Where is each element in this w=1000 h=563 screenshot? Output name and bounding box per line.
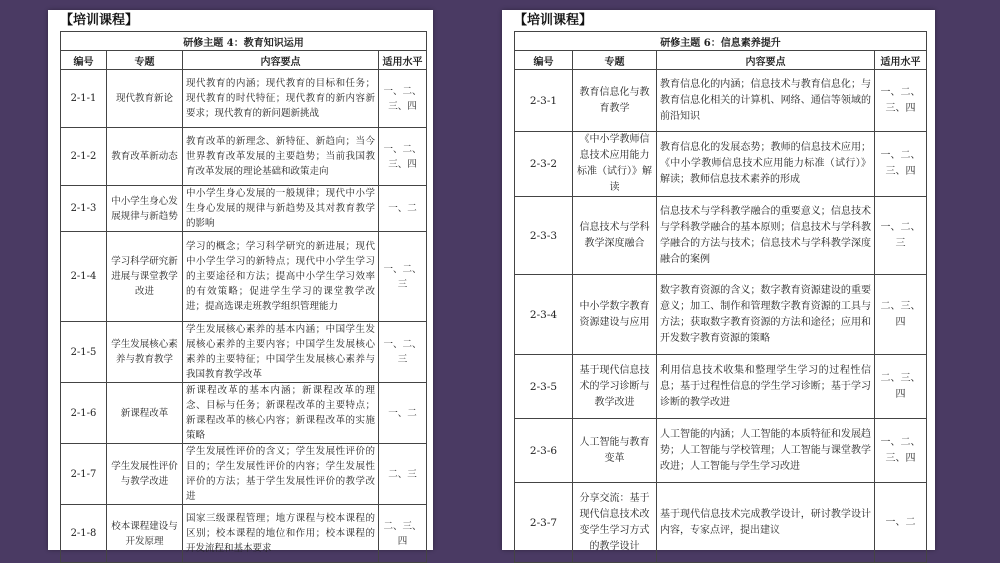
row-code: 2-3-5: [515, 355, 573, 419]
row-topic: 基于现代信息技术的学习诊断与教学改进: [573, 355, 657, 419]
table-row: [515, 419, 927, 483]
theme-title: 研修主题 4：教育知识运用: [61, 32, 427, 51]
row-topic: 中小学数字教育资源建设与应用: [573, 275, 657, 355]
row-level: 一、二、三、四: [875, 70, 927, 132]
row-level: 一、二: [379, 383, 427, 444]
row-topic: 现代教育新论: [107, 70, 183, 128]
row-content: 教育改革的新理念、新特征、新趋向；当今世界教育改革发展的主要趋势；当前我国教育改革发展的理论基础和政策走向: [183, 128, 379, 186]
header-level: 适用水平: [379, 51, 427, 70]
table-row: [61, 232, 427, 322]
table-row: [61, 505, 427, 563]
row-topic: 教育改革新动态: [107, 128, 183, 186]
row-code: 2-1-8: [61, 505, 107, 563]
row-topic: 中小学生身心发展规律与新趋势: [107, 186, 183, 232]
row-topic: 学生发展性评价与教学改进: [107, 444, 183, 505]
header-content: 内容要点: [657, 51, 875, 70]
table-row: [515, 275, 927, 355]
row-level: 一、二、三、四: [379, 128, 427, 186]
row-content: 教育信息化的内涵；信息技术与教育信息化；与教育信息化相关的计算机、网络、通信等领域的前沿知识: [657, 70, 875, 132]
table-row: [515, 132, 927, 197]
row-topic: 人工智能与教育变革: [573, 419, 657, 483]
table-row: [515, 483, 927, 563]
table-body: [515, 70, 927, 563]
row-topic: 学生发展核心素养与教育教学: [107, 322, 183, 383]
row-level: 一、二、三、四: [875, 132, 927, 197]
header-code: 编号: [61, 51, 107, 70]
row-code: 2-3-3: [515, 197, 573, 275]
table-row: [61, 322, 427, 383]
row-level: 一、二: [875, 483, 927, 563]
row-level: 二、三、四: [875, 275, 927, 355]
row-code: 2-1-6: [61, 383, 107, 444]
row-topic: 新课程改革: [107, 383, 183, 444]
table-row: [61, 70, 427, 128]
row-level: 一、二、三: [379, 322, 427, 383]
table-row: [61, 444, 427, 505]
course-table: [60, 31, 427, 563]
row-level: 一、二、三: [379, 232, 427, 322]
header-topic: 专题: [573, 51, 657, 70]
row-code: 2-3-4: [515, 275, 573, 355]
row-content: 新课程改革的基本内涵；新课程改革的理念、目标与任务；新课程改革的主要特点；新课程改革的核心内容；新课程改革的实施策略: [183, 383, 379, 444]
row-content: 现代教育的内涵；现代教育的目标和任务；现代教育的时代特征；现代教育的新内容新要求；现代教育的新问题新挑战: [183, 70, 379, 128]
row-topic: 信息技术与学科教学深度融合: [573, 197, 657, 275]
header-topic: 专题: [107, 51, 183, 70]
table-row: [515, 355, 927, 419]
row-content: 国家三级课程管理；地方课程与校本课程的区别；校本课程的地位和作用；校本课程的开发流程和基本要求: [183, 505, 379, 563]
row-content: 学习的概念；学习科学研究的新进展；现代中小学生学习的新特点；现代中小学生学习的主要途径和方法；提高中小学生学习效率的有效策略；促进学生学习的课堂教学改进；提高选课走班教学组织管理能力: [183, 232, 379, 322]
row-content: 人工智能的内涵；人工智能的本质特征和发展趋势；人工智能与学校管理；人工智能与课堂教学改进；人工智能与学生学习改进: [657, 419, 875, 483]
row-content: 中小学生身心发展的一般规律；现代中小学生身心发展的规律与新趋势及其对教育教学的影响: [183, 186, 379, 232]
row-code: 2-1-4: [61, 232, 107, 322]
left-document-page: [48, 10, 433, 554]
table-body: [61, 70, 427, 563]
row-content: 信息技术与学科教学融合的重要意义；信息技术与学科教学融合的基本原则；信息技术与学科教学融合的方法与技术；信息技术与学科教学深度融合的案例: [657, 197, 875, 275]
theme-title: 研修主题 6：信息素养提升: [515, 32, 927, 51]
course-table: [514, 31, 927, 563]
row-code: 2-3-7: [515, 483, 573, 563]
row-content: 利用信息技术收集和整理学生学习的过程性信息；基于过程性信息的学生学习诊断；基于学习诊断的教学改进: [657, 355, 875, 419]
row-content: 数字教育资源的含义；数字教育资源建设的重要意义；加工、制作和管理数字教育资源的工具与方法；获取数字教育资源的方法和途径；应用和开发数字教育资源的策略: [657, 275, 875, 355]
row-level: 二、三、四: [875, 355, 927, 419]
row-code: 2-1-7: [61, 444, 107, 505]
row-content: 基于现代信息技术完成教学设计，研讨教学设计内容，专家点评，提出建议: [657, 483, 875, 563]
section-title: 【培训课程】: [514, 13, 593, 28]
row-code: 2-3-6: [515, 419, 573, 483]
row-content: 教育信息化的发展态势；教师的信息技术应用；《中小学教师信息技术应用能力标准（试行）》解读；教师信息技术素养的形成: [657, 132, 875, 197]
row-topic: 学习科学研究新进展与课堂教学改进: [107, 232, 183, 322]
table-row: [61, 128, 427, 186]
row-level: 二、三: [379, 444, 427, 505]
row-level: 一、二、三、四: [379, 70, 427, 128]
header-content: 内容要点: [183, 51, 379, 70]
row-level: 一、二、三、四: [875, 419, 927, 483]
table-row: [515, 70, 927, 132]
right-document-page: [502, 10, 935, 550]
table-row: [61, 383, 427, 444]
row-topic: 教育信息化与教育教学: [573, 70, 657, 132]
row-level: 一、二: [379, 186, 427, 232]
table-row: [515, 197, 927, 275]
row-level: 二、三、四: [379, 505, 427, 563]
row-code: 2-1-1: [61, 70, 107, 128]
row-code: 2-3-2: [515, 132, 573, 197]
row-content: 学生发展核心素养的基本内涵；中国学生发展核心素养的主要内容；中国学生发展核心素养的主要特征；中国学生发展核心素养与我国教育教学改革: [183, 322, 379, 383]
row-topic: 《中小学教师信息技术应用能力标准（试行）》解读: [573, 132, 657, 197]
row-code: 2-1-5: [61, 322, 107, 383]
table-row: [61, 186, 427, 232]
row-content: 学生发展性评价的含义；学生发展性评价的目的；学生发展性评价的内容；学生发展性评价的方法；基于学生发展性评价的教学改进: [183, 444, 379, 505]
row-code: 2-3-1: [515, 70, 573, 132]
section-title: 【培训课程】: [60, 13, 139, 28]
header-level: 适用水平: [875, 51, 927, 70]
row-topic: 分享交流：基于现代信息技术改变学生学习方式的教学设计: [573, 483, 657, 563]
row-code: 2-1-3: [61, 186, 107, 232]
row-topic: 校本课程建设与开发原理: [107, 505, 183, 563]
row-code: 2-1-2: [61, 128, 107, 186]
header-code: 编号: [515, 51, 573, 70]
row-level: 一、二、三: [875, 197, 927, 275]
